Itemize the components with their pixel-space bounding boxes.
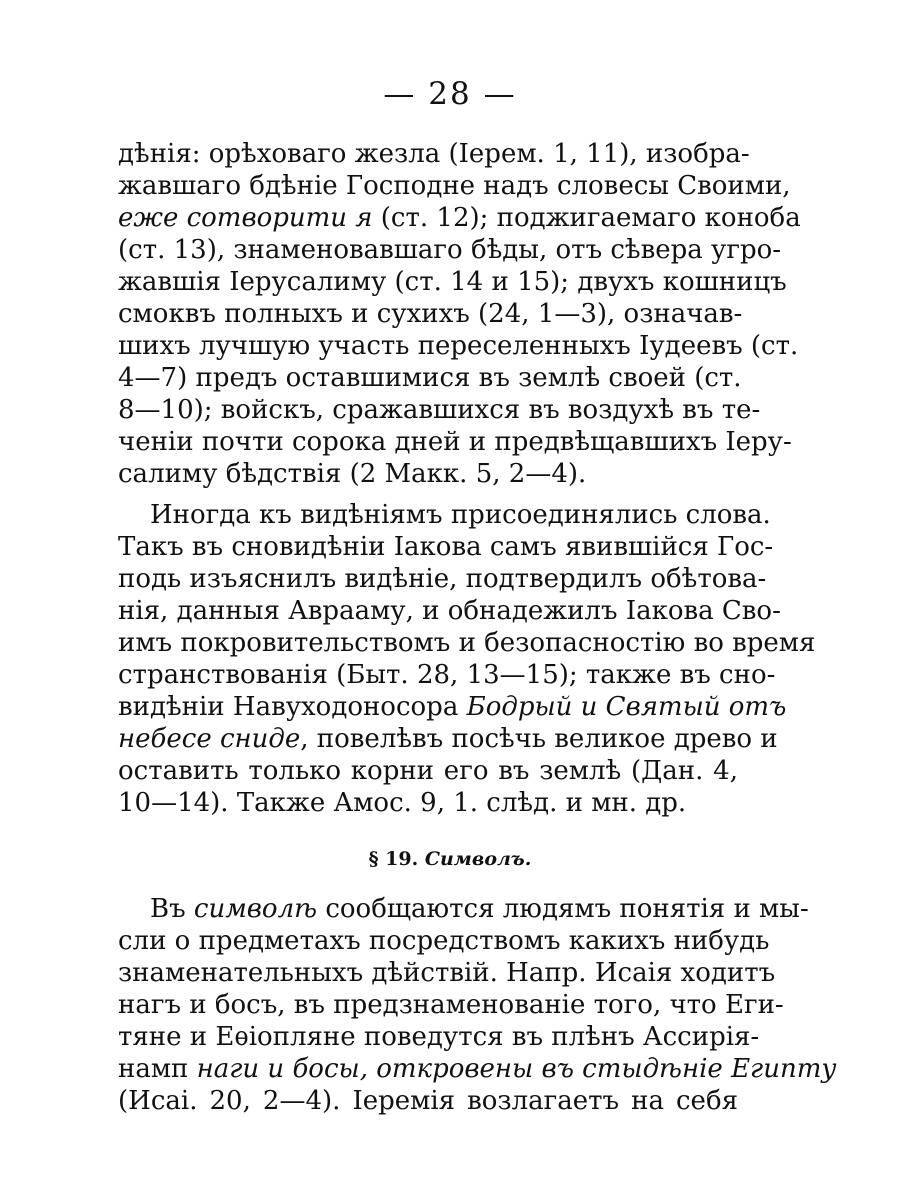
section-heading: [0, 848, 900, 870]
text-span: , повелѣвъ посѣчь великое древо и: [300, 724, 778, 754]
text-line: шихъ лучшую участь переселенныхъ Iудеевъ (ст.: [118, 331, 799, 361]
text-line: [118, 202, 801, 234]
text-line: [150, 893, 809, 925]
italic-quote: небесе сниде: [118, 724, 301, 754]
text-line: (ст. 13), знаменовавшаго бѣды, отъ сѣвера угро-: [118, 235, 782, 265]
text-line: [118, 723, 778, 755]
text-line: 8—10); войскъ, сражавшихся въ воздухѣ въ те-: [118, 395, 761, 425]
text-span: (ст. 12); поджигаемаго коноба: [380, 203, 801, 233]
text-line: тяне и Еѳіопляне поведутся въ плѣнъ Ассирія-: [118, 1022, 760, 1052]
text-line: [118, 1053, 837, 1085]
text-span: видѣніи Навуходоносора: [118, 692, 459, 722]
text-line: нагъ и босъ, въ предзнаменованіе того, что Еги-: [118, 990, 784, 1020]
italic-quote: Бодрый и Святый отъ: [466, 692, 787, 722]
section-title: Символъ.: [424, 848, 532, 870]
text-line: жавшія Iерусалиму (ст. 14 и 15); двухъ кошницъ: [118, 267, 787, 297]
text-line: (Исаі. 20, 2—4). Iеремія возлагаетъ на себя: [118, 1086, 738, 1116]
text-line: оставить только корни его въ землѣ (Дан. 4,: [118, 756, 738, 786]
text-line: 4—7) предъ оставшимися въ землѣ своей (ст.: [118, 363, 742, 393]
text-span: Въ: [150, 894, 186, 924]
text-line: жавшаго бдѣніе Господне надъ словесы Своими,: [118, 171, 791, 201]
italic-term: символѣ: [193, 894, 318, 924]
text-line: подь изъяснилъ видѣніе, подтвердилъ обѣтова-: [118, 564, 767, 594]
text-line: Иногда къ видѣніямъ присоединялись слова.: [150, 500, 771, 530]
text-span: намп: [118, 1054, 189, 1084]
text-line: ченіи почти сорока дней и предвѣщавшихъ Iеру-: [118, 427, 792, 457]
text-line: нія, данныя Аврааму, и обнадежилъ Iакова Сво-: [118, 596, 781, 626]
text-line: знаменательныхъ дѣйствій. Напр. Исаія ходитъ: [118, 958, 776, 988]
page-number: — 28 —: [383, 76, 517, 112]
text-line: салиму бѣдствія (2 Макк. 5, 2—4).: [118, 459, 587, 489]
section-number: § 19.: [368, 848, 419, 870]
text-line: 10—14). Также Амос. 9, 1. слѣд. и мн. др.: [118, 788, 687, 818]
text-line: [118, 691, 787, 723]
italic-quote: наги и босы, откровены въ стыдѣніе Египту: [196, 1054, 837, 1084]
text-line: имъ покровительствомъ и безопасностію во время: [118, 628, 816, 658]
text-span: сообщаются людямъ понятія и мы-: [325, 894, 809, 924]
italic-quote: еже сотворити я: [118, 203, 373, 233]
text-line: сли о предметахъ посредствомъ какихъ нибудь: [118, 926, 770, 956]
text-line: Такъ въ сновидѣніи Iакова самъ явившійся Гос-: [118, 532, 774, 562]
text-line: странствованія (Быт. 28, 13—15); также въ сно-: [118, 660, 776, 690]
text-line: смоквъ полныхъ и сухихъ (24, 1—3), означав-: [118, 299, 743, 329]
text-line: дѣнія: орѣховаго жезла (Iерем. 1, 11), изобра-: [118, 139, 750, 169]
